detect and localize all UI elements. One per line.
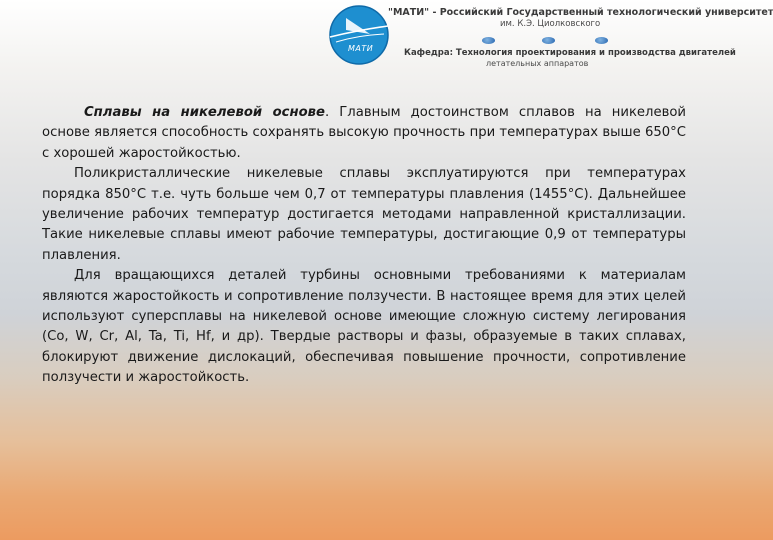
slide-body bbox=[42, 103, 686, 389]
bullet-dot-icon bbox=[595, 37, 608, 44]
paragraph-1 bbox=[42, 103, 686, 164]
department-subname: летательных аппаратов bbox=[486, 59, 589, 68]
bullet-dot-icon bbox=[482, 37, 495, 44]
university-name: "МАТИ" - Российский Государственный технологический университет bbox=[388, 7, 773, 18]
paragraph-1-lead: Сплавы на никелевой основе bbox=[84, 105, 325, 120]
paragraph-2: Поликристаллические никелевые сплавы эксплуатируются при температурах порядка 850°С т.е. чуть больше чем 0,7 от температуры плавления (1455°С). Дальнейшее увеличение рабочих температур достигается методами направленной кристаллизации. Такие никелевые сплавы имеют рабочие температуры, достигающие 0,9 от температуры плавления. bbox=[42, 166, 686, 263]
university-subname: им. К.Э. Циолковского bbox=[500, 19, 601, 29]
paragraph-1-text: . Главным достоинством сплавов на никелевой основе является способность сохранять высокую прочность при температурах выше 650°С с хорошей жаростойкостью. bbox=[42, 105, 686, 161]
header bbox=[0, 0, 773, 80]
bullet-dot-icon bbox=[542, 37, 555, 44]
logo-label: МАТИ bbox=[348, 44, 374, 53]
paragraph-3: Для вращающихся деталей турбины основными требованиями к материалам являются жаростойкость и сопротивление ползучести. В настоящее время для этих целей используют суперсплавы на никелевой основе имеющие сложную систему легирования (Co, W, Cr, Al, Ta, Ti, Hf, и др). Твердые растворы и фазы, образуемые в таких сплавах, блокируют движение дислокаций, обеспечивая повышение прочности, сопротивление ползучести и жаростойкость. bbox=[42, 268, 686, 386]
department-name: Кафедра: Технология проектирования и производства двигателей bbox=[404, 48, 736, 58]
university-logo-icon bbox=[328, 4, 390, 66]
